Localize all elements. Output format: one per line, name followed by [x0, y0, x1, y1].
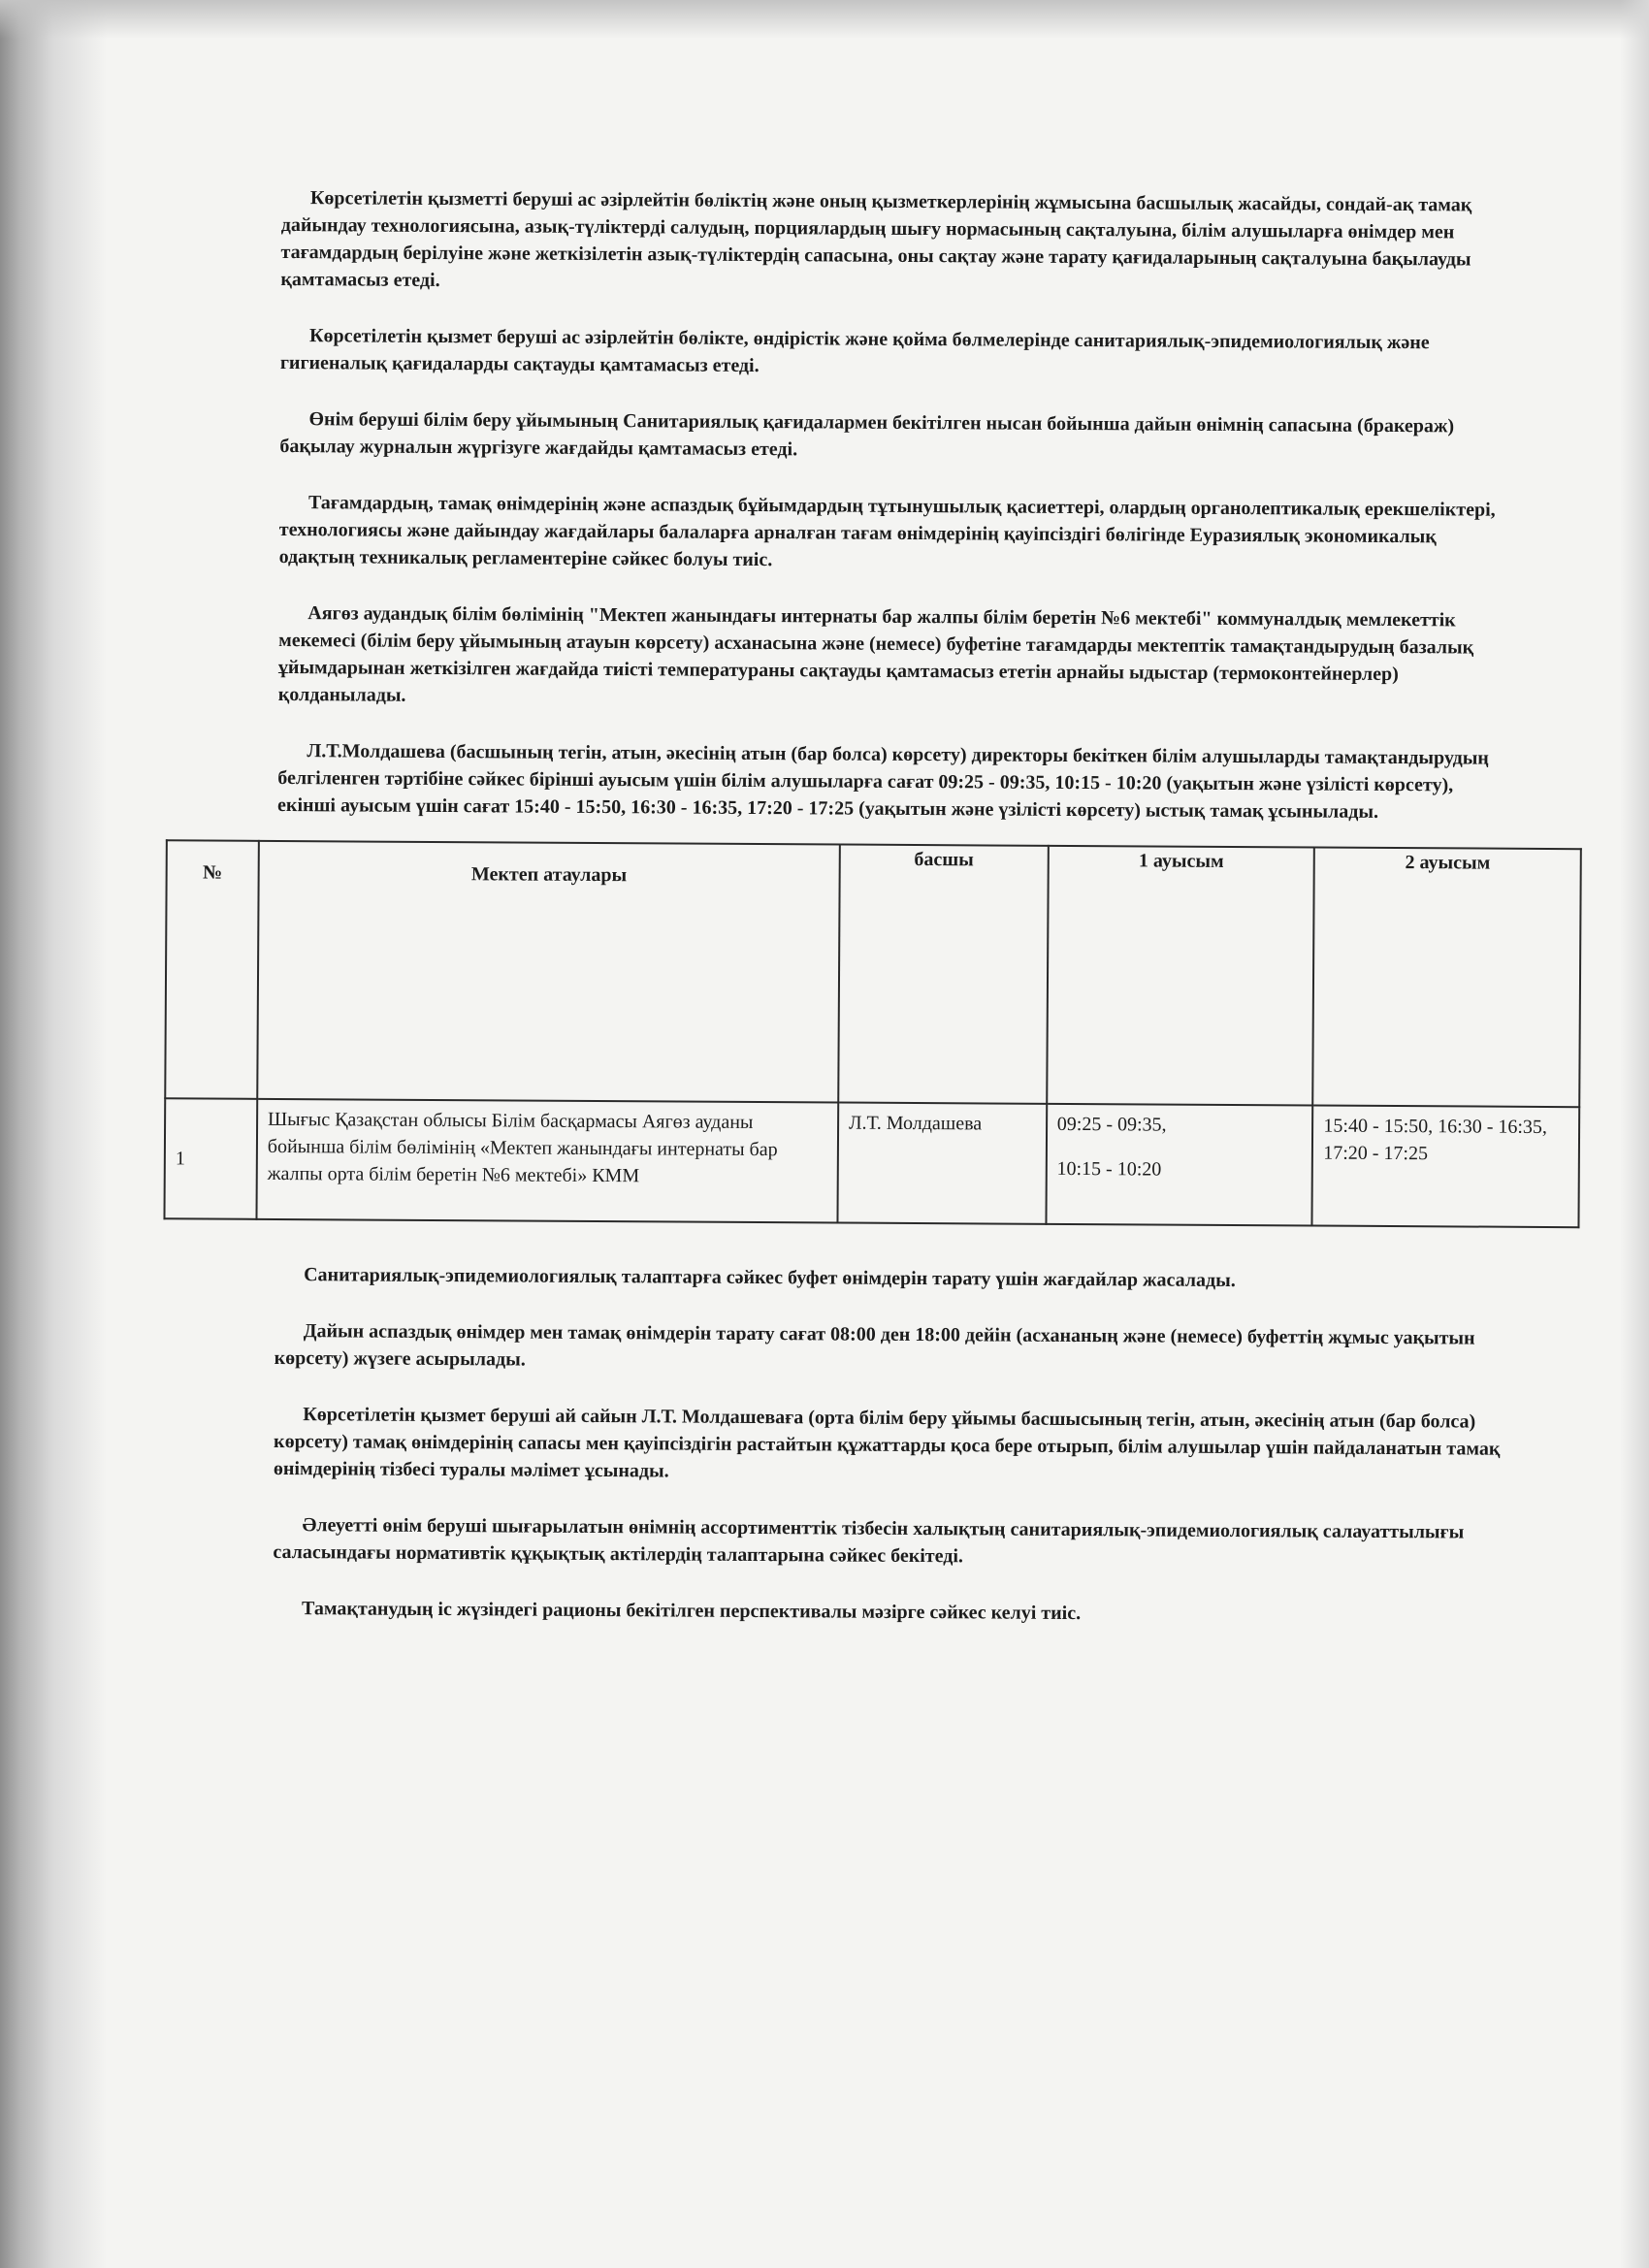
- paragraph-assortment-list: Әлеуетті өнім беруші шығарылатын өнімнің ассортименттік тізбесін халықтың санитариялық-эпидемиологиялық салауаттылығы саласындағы нормативтік құқықтық актілердің талаптарына сәйкес бекітеді.: [273, 1514, 1465, 1568]
- row-number: 1: [164, 1098, 257, 1219]
- header-shift-1: 1 ауысым: [1047, 846, 1314, 1106]
- scan-shadow-left: [0, 0, 107, 2268]
- row-shift-1: [1046, 1104, 1312, 1226]
- table-header-row: [165, 840, 1581, 1107]
- paragraph-ration-menu: Тамақтанудың іс жүзіндегі рационы бекітілген перспективалы мәзірге сәйкес келуі тиіс.: [301, 1598, 1082, 1625]
- header-number: №: [165, 840, 259, 1099]
- scan-shadow-right: [1620, 0, 1649, 2268]
- paragraph-distribution-hours: Дайын аспаздық өнімдер мен тамақ өнімдерін тарату сағат 08:00 ден 18:00 дейін (асхананың және (немесе) буфеттің жұмыс уақытын көрсету) жүзеге асырылады.: [274, 1320, 1475, 1371]
- shift-1-break-2: 10:15 - 10:20: [1056, 1157, 1162, 1181]
- paragraph-buffet-conditions: Санитариялық-эпидемиологиялық талаптарға сәйкес буфет өнімдерін тарату үшін жағдайлар жасалады.: [304, 1264, 1236, 1292]
- paragraph-monthly-report: Көрсетілетін қызмет беруші ай сайын Л.Т. Молдашеваға (орта білім беру ұйымы басшысының тегін, атын, әкесінің атын (бар болса) көрсету) тамақ өнімдерінің сапасы мен қауіпсіздігін растайтын құжаттарды қоса бере отырып, білім алушылар үшін пайдаланатын тамақ өнімдерінің тізбесі туралы мәлімет ұсынады.: [273, 1404, 1501, 1482]
- paragraph-thermocontainers: Аягөз аудандық білім бөлімінің "Мектеп жанындағы интернаты бар жалпы білім беретін №6 мектебі" коммуналдық мемлекеттік мекемесі (білім беру ұйымының атауын көрсету) асханасына және (немесе) буфетіне тағамдарды мектептік тамақтандырудың базалық ұйымдарынан жеткізілген жағдайда тиісті температураны сақтауды қамтамасыз ететін арнайы ыдыстар (термоконтейнерлер) қолданылады.: [277, 602, 1474, 706]
- row-school-name: Шығыс Қазақстан облысы Білім басқармасы Аягөз ауданы бойынша білім бөлімінің «Мектеп жанындағы интернаты бар жалпы орта білім беретін №6 мектебі» КММ: [256, 1099, 838, 1223]
- paragraph-sanitary-rules: Көрсетілетін қызмет беруші ас әзірлейтін бөлікте, өндірістік және қойма бөлмелерінде санитариялық-эпидемиологиялық және гигиеналық қағидаларды сақтауды қамтамасыз етеді.: [279, 325, 1430, 377]
- table-row: [164, 1098, 1579, 1227]
- header-shift-2: 2 ауысым: [1313, 848, 1581, 1108]
- paragraph-meal-schedule: Л.Т.Молдашева (басшының тегін, атын, әкесінің атын (бар болса) көрсету) директоры бекіткен білім алушыларды тамақтандырудың белгіленген тәртібіне сәйкес бірінші ауысым үшін білім алушыларға сағат 09:25 - 09:35, 10:15 - 10:20 (уақытын және үзілісті көрсету), екінші ауысым үшін сағат 15:40 - 15:50, 16:30 - 16:35, 17:20 - 17:25 (уақытын және үзілісті көрсету) ыстық тамақ ұсынылады.: [277, 740, 1489, 823]
- school-schedule-table: [163, 839, 1581, 1228]
- header-school-names: Мектеп атаулары: [257, 841, 840, 1103]
- header-director: басшы: [838, 845, 1048, 1104]
- scan-shadow-top: [0, 0, 1649, 39]
- shift-1-gap: [1057, 1138, 1303, 1157]
- paragraph-consumer-properties: Тағамдардың, тамақ өнімдерінің және аспаздық бұйымдардың тұтынушылық қасиеттері, олардың органолептикалық ерекшеліктері, технологиясы және дайындау жағдайлары балаларға арналған тағам өнімдерінің қауіпсіздігі бөлігінде Еуразиялық экономикалық одақтың техникалық регламентеріне сәйкес болуы тиіс.: [278, 492, 1496, 571]
- row-director: Л.Т. Молдашева: [837, 1103, 1047, 1224]
- row-shift-2: 15:40 - 15:50, 16:30 - 16:35, 17:20 - 17:25: [1312, 1106, 1579, 1228]
- document-body: [175, 184, 1548, 1659]
- paragraph-brakerage-journal: Өнім беруші білім беру ұйымының Санитариялық қағидалармен бекітілген нысан бойынша дайын өнімнің сапасына (бракераж) бақылау журналын жүргізуге жағдайды қамтамасыз етеді.: [279, 408, 1455, 461]
- paragraph-kitchen-management: Көрсетілетін қызметті беруші ас әзірлейтін бөліктің және оның қызметкерлерінің жұмысына басшылық жасайды, сондай-ақ тамақ дайындау технологиясына, азық-түліктерді салудың, порциялардың шығу нормасының сақталуына, білім алушыларға өнімдер мен тағамдардың берілуіне және жеткізілетін азық-түліктердің сапасына, оны сақтау және тарату қағидаларының сақталуына бақылауды қамтамасыз етеді.: [280, 187, 1472, 292]
- shift-1-break-1: 09:25 - 09:35,: [1056, 1113, 1167, 1136]
